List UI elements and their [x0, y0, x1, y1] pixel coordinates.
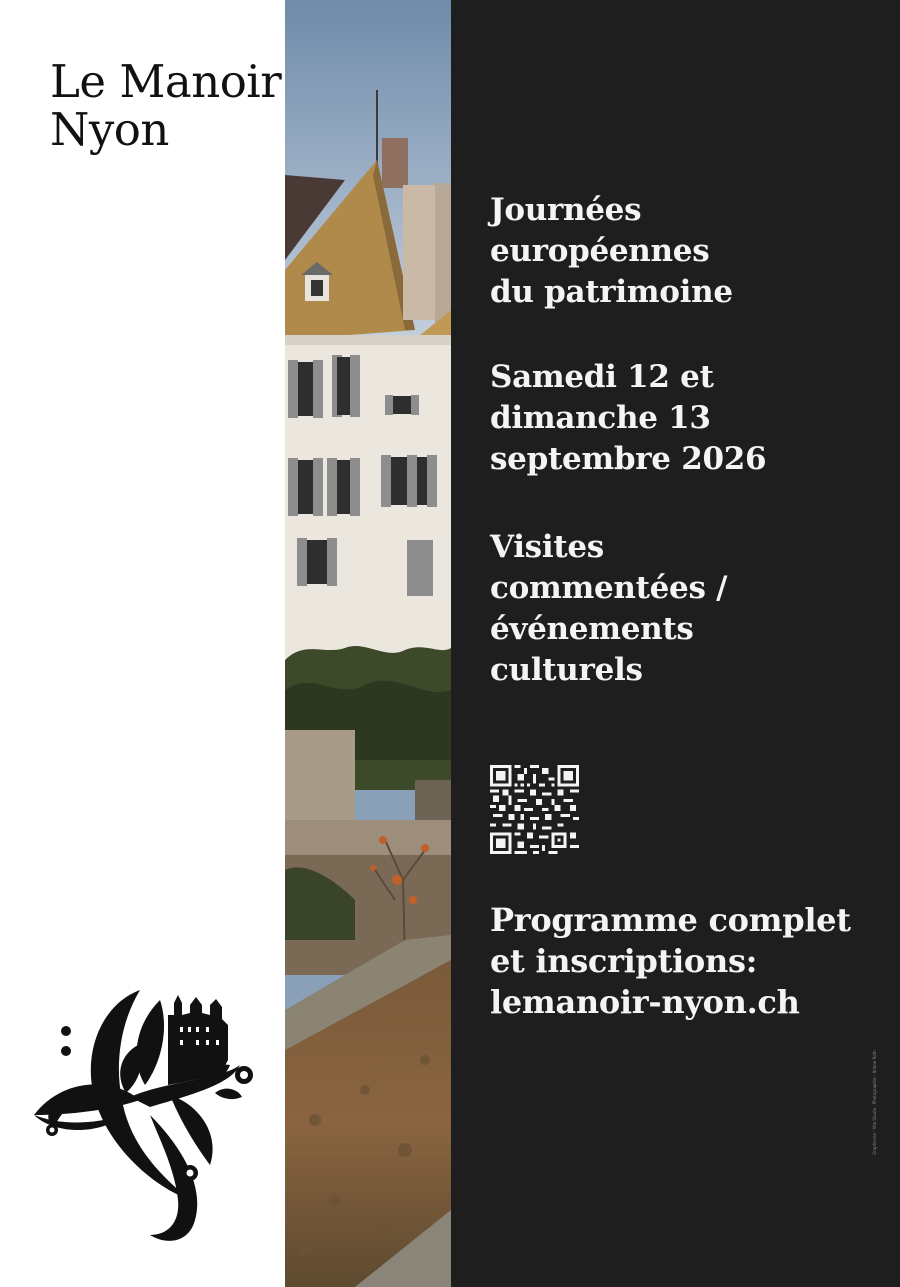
activities-line-2: commentées /: [490, 570, 728, 606]
photo-credit: Graphisme : Vila Studio · Photographie : Ariane Roth: [872, 1050, 877, 1155]
title-line-2: Nyon: [50, 103, 169, 156]
manor-flourish-logo: [30, 985, 270, 1250]
event-activities: [490, 527, 727, 691]
activities-line-3: événements: [490, 611, 694, 647]
event-line-3: du patrimoine: [490, 274, 733, 310]
program-line-1: Programme complet: [490, 901, 851, 939]
date-line-1: Samedi 12 et: [490, 359, 714, 395]
date-line-3: septembre 2026: [490, 441, 767, 477]
event-title: [490, 190, 733, 313]
activities-line-1: Visites: [490, 529, 604, 565]
program-line-2: et inscriptions:: [490, 942, 758, 980]
title-line-1: Le Manoir: [50, 55, 282, 108]
event-dates: [490, 357, 766, 480]
page-title: [50, 55, 282, 156]
date-line-2: dimanche 13: [490, 400, 711, 436]
flourish-logo-icon: [30, 985, 270, 1250]
website-link[interactable]: lemanoir-nyon.ch: [490, 983, 800, 1021]
event-line-1: Journées: [490, 192, 642, 228]
manor-building-photo: [285, 0, 451, 1287]
qr-code-icon[interactable]: [490, 765, 579, 854]
activities-line-4: culturels: [490, 652, 643, 688]
photo-illustration: [285, 0, 451, 1287]
event-line-2: européennes: [490, 233, 710, 269]
qr-code-graphic: [490, 765, 579, 854]
program-info: [490, 900, 851, 1023]
